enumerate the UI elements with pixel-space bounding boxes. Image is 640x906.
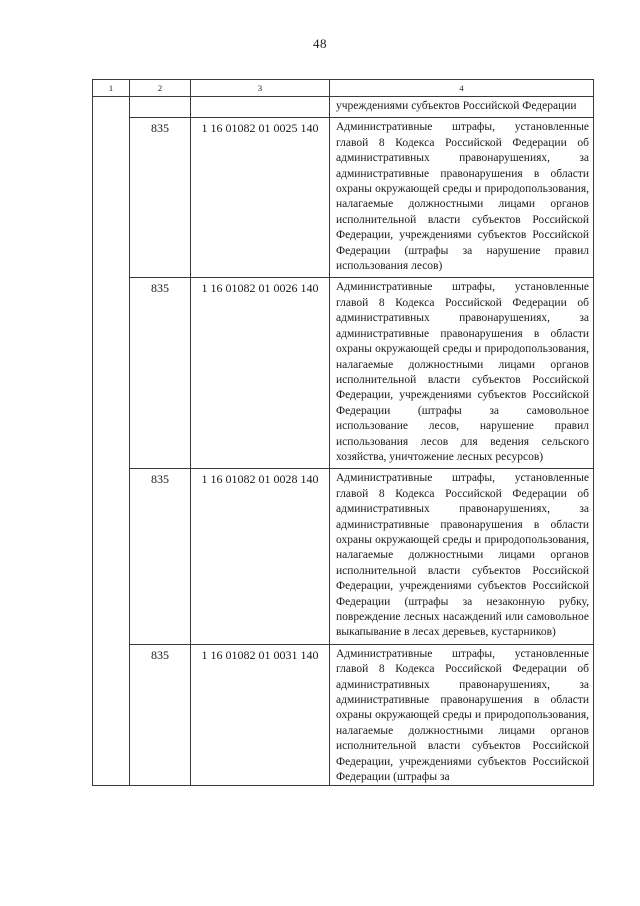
description-text: Административные штрафы, установленные главой 8 Кодекса Российской Федерации об административных правонарушениях, за административные правонарушения в области охраны окружающей среды и природопользования, налагаемые должностными лицами органов исполнительной власти субъектов Российской Федерации, учреждениями субъектов Российской Федерации (штрафы за нарушение правил использования лесов): [336, 121, 589, 273]
kbk-code-cell: 1 16 01082 01 0028 140: [191, 469, 330, 644]
admin-code-cell: 835: [130, 469, 191, 644]
header-col-4: 4: [330, 80, 594, 97]
header-col-3: 3: [191, 80, 330, 97]
kbk-code-cell: 1 16 01082 01 0025 140: [191, 118, 330, 278]
description-text: Административные штрафы, установленные главой 8 Кодекса Российской Федерации об административных правонарушениях, за административные правонарушения в области охраны окружающей среды и природопользования, налагаемые должностными лицами органов исполнительной власти субъектов Российской Федерации, учреждениями субъектов Российской Федерации (штрафы за незаконную рубку, повреждение лесных насаждений или самовольное выкапывание в лесах деревьев, кустарников): [336, 472, 589, 639]
table-row: [93, 97, 594, 118]
description-cell: [330, 278, 594, 469]
description-cell: [330, 469, 594, 644]
admin-code-cell: 835: [130, 118, 191, 278]
merged-col-1-cell: [93, 97, 130, 786]
page-number: 48: [313, 36, 327, 51]
table-row: [93, 469, 594, 644]
kbk-code-cell: 1 16 01082 01 0031 140: [191, 644, 330, 786]
description-cell: [330, 644, 594, 786]
kbk-code-cell: 1 16 01082 01 0026 140: [191, 278, 330, 469]
description-text: Административные штрафы, установленные главой 8 Кодекса Российской Федерации об административных правонарушениях, за административные правонарушения в области охраны окружающей среды и природопользования, налагаемые должностными лицами органов исполнительной власти субъектов Российской Федерации, учреждениями субъектов Российской Федерации (штрафы за самовольное использование лесов, нарушение правил использования лесов для ведения сельского хозяйства, уничтожение лесных ресурсов): [336, 281, 589, 463]
description-cell: [330, 118, 594, 278]
table-row: [93, 278, 594, 469]
admin-code-cell: [130, 97, 191, 118]
admin-code-cell: 835: [130, 644, 191, 786]
admin-code-cell: 835: [130, 278, 191, 469]
table-header-row: [93, 80, 594, 97]
header-col-1: 1: [93, 80, 130, 97]
description-text: учреждениями субъектов Российской Федерации: [336, 100, 577, 112]
table-row: [93, 644, 594, 786]
kbk-code-cell: [191, 97, 330, 118]
table-row: [93, 118, 594, 278]
description-text: Административные штрафы, установленные главой 8 Кодекса Российской Федерации об административных правонарушениях, за административные правонарушения в области охраны окружающей среды и природопользования, налагаемые должностными лицами органов исполнительной власти субъектов Российской Федерации, учреждениями субъектов Российской Федерации (штрафы за: [336, 647, 589, 784]
header-col-2: 2: [130, 80, 191, 97]
kbk-table: [92, 79, 594, 786]
description-cell: [330, 97, 594, 118]
